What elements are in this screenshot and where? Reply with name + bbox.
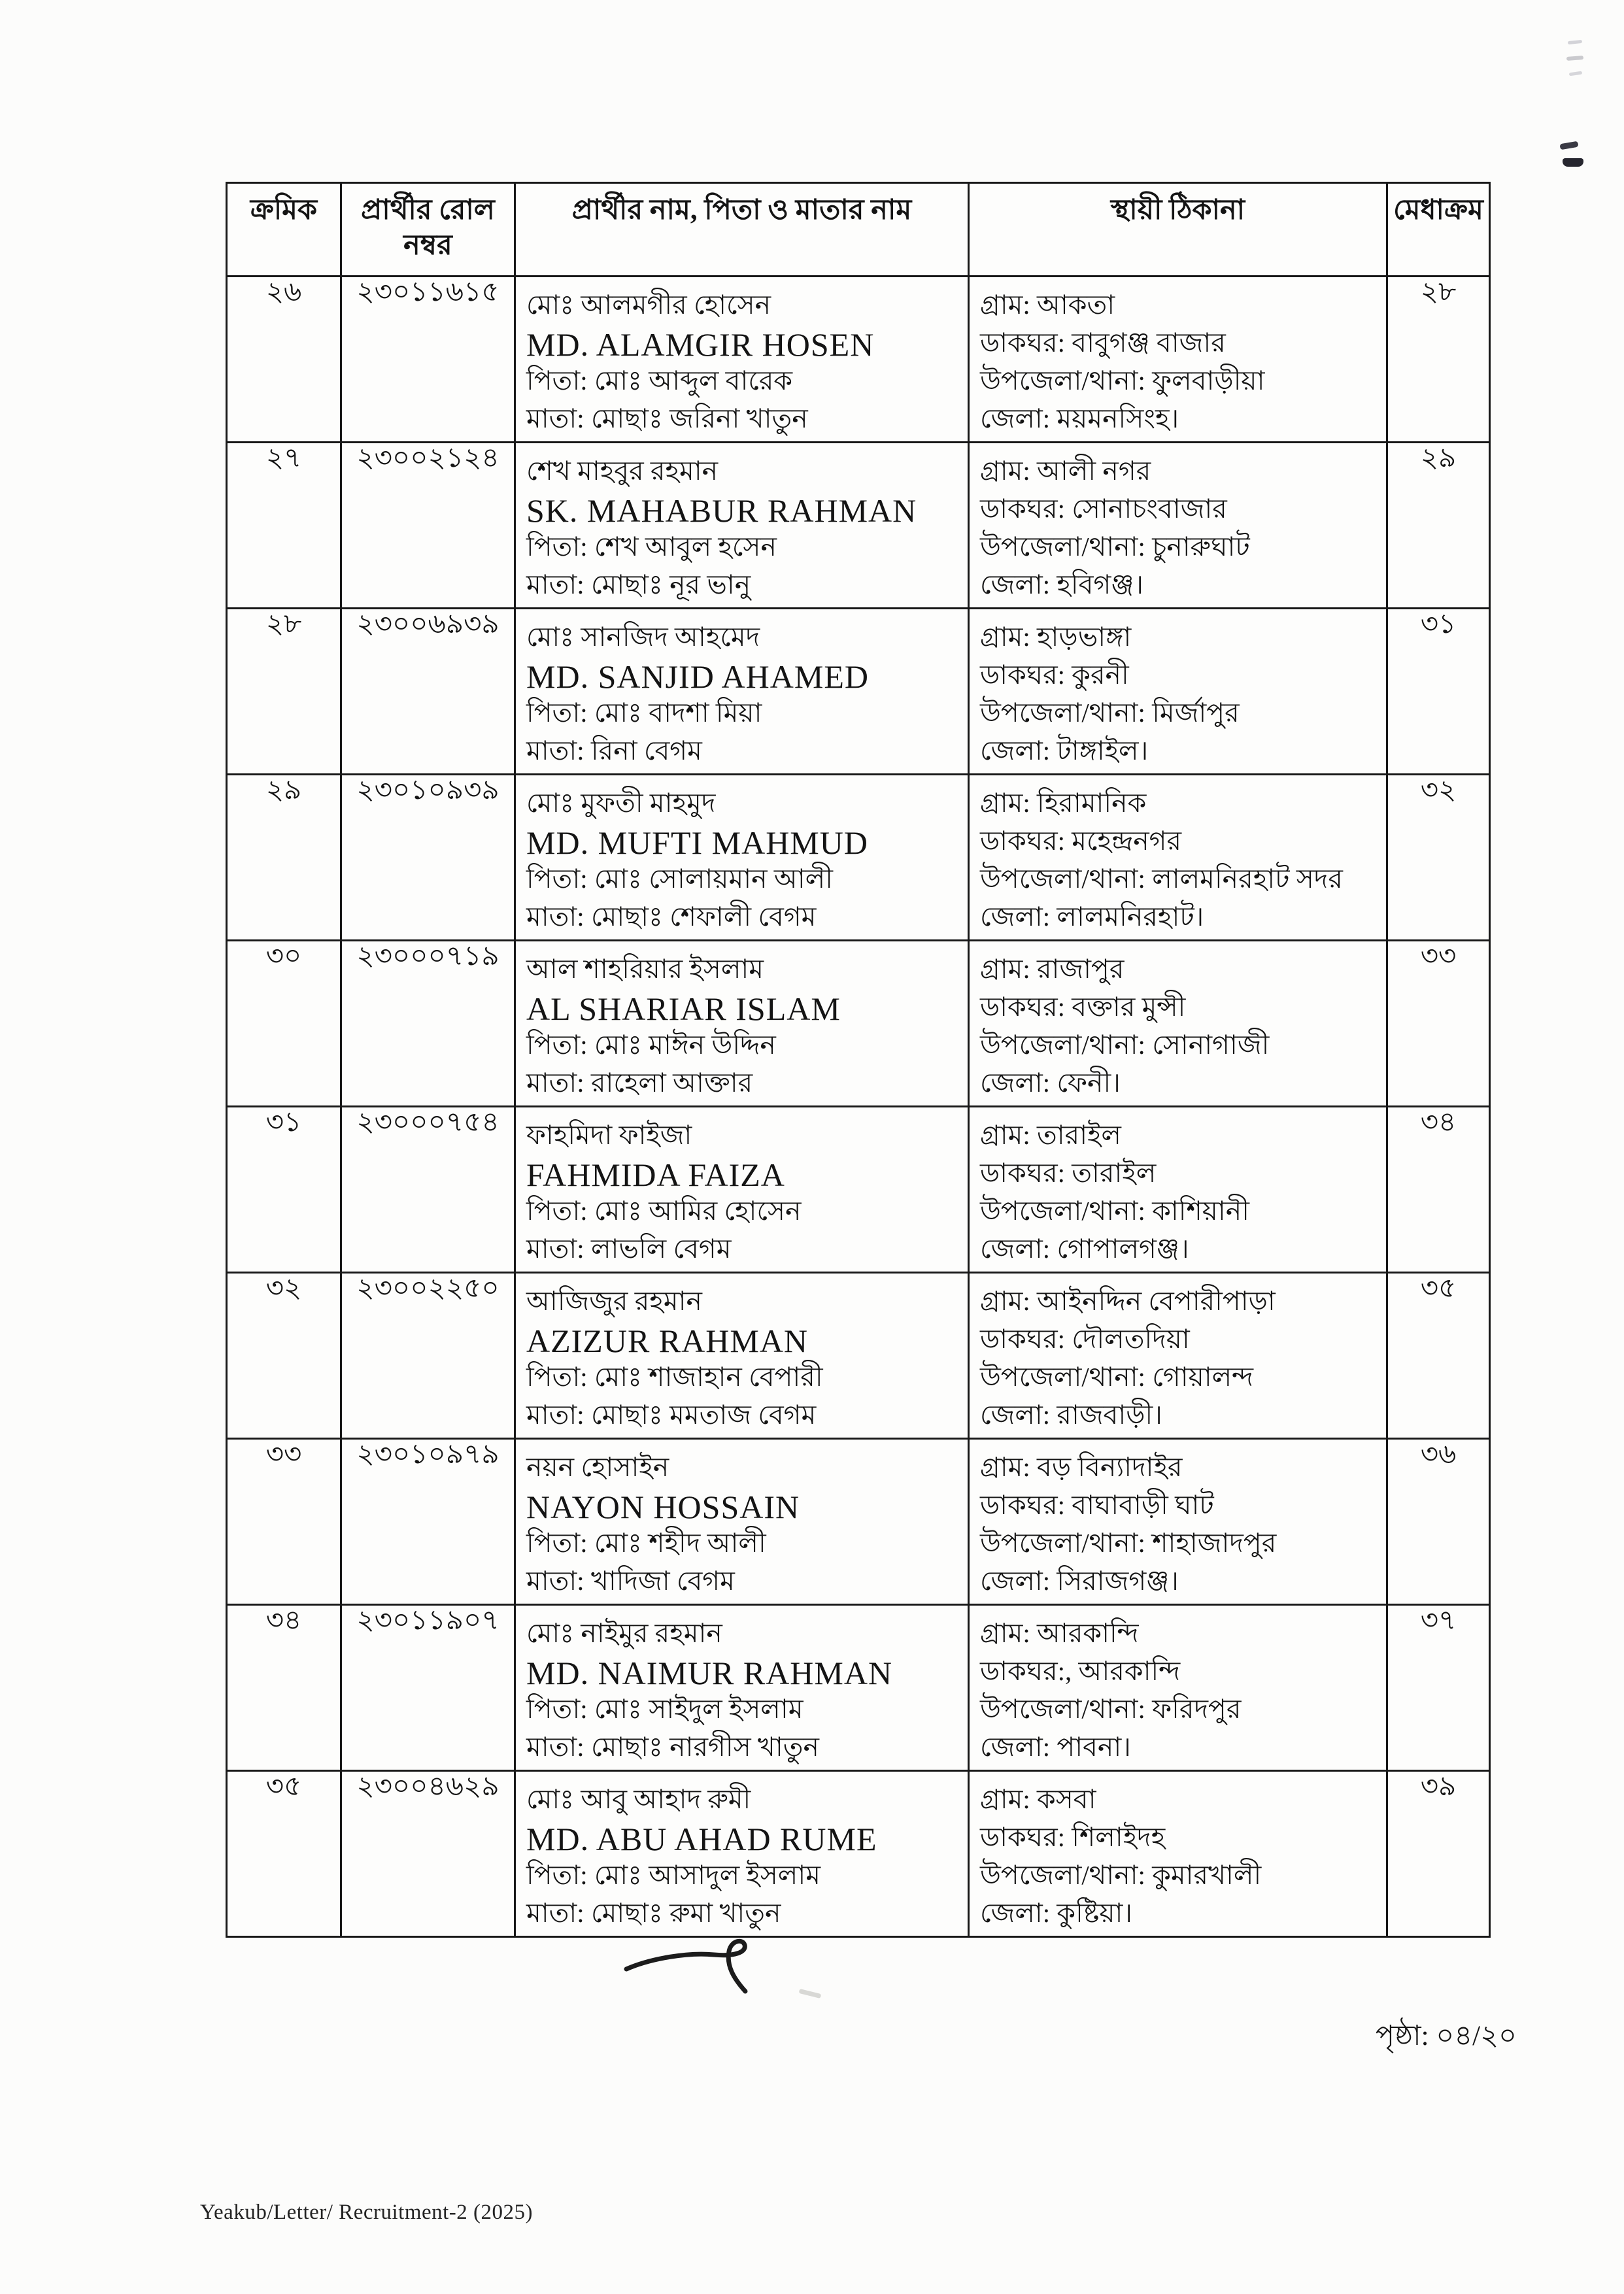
name-line: মাতা: মোছাঃ শেফালী বেগম: [526, 901, 817, 932]
address-line: ডাকঘর:, আরকান্দি: [980, 1655, 1181, 1686]
roll-number-cell: ২৩০০৪৬২৯: [341, 1771, 515, 1937]
name-line: মাতা: মোছাঃ রুমা খাতুন: [526, 1897, 781, 1928]
address-cell: [969, 775, 1387, 941]
name-line: মাতা: মোছাঃ নূর ভানু: [526, 569, 751, 599]
serial-cell: ৩১: [227, 1107, 341, 1273]
address-cell: [969, 1605, 1387, 1771]
address-line: উপজেলা/থানা: ফরিদপুর: [980, 1693, 1242, 1724]
address-line: উপজেলা/থানা: লালমনিরহাট সদর: [980, 863, 1343, 894]
scan-ink-mark: [1563, 158, 1583, 167]
address-line: ডাকঘর: মহেন্দ্রনগর: [980, 825, 1182, 856]
address-cell: [969, 941, 1387, 1107]
page-number: পৃষ্ঠা: ০৪/২০: [1375, 2021, 1517, 2051]
header-cell: ক্রমিক: [227, 183, 341, 277]
scan-smudge: [1569, 71, 1583, 76]
name-line: শেখ মাহবুর রহমান: [526, 455, 719, 486]
name-line: পিতা: মোঃ বাদশা মিয়া: [526, 697, 762, 728]
name-cell: [515, 1771, 969, 1937]
name-line: মোঃ নাইমুর রহমান: [526, 1617, 722, 1648]
address-line: উপজেলা/থানা: কাশিয়ানী: [980, 1195, 1250, 1226]
address-line: গ্রাম: আলী নগর: [980, 455, 1151, 486]
table-row: [227, 609, 1490, 775]
name-line: MD. MUFTI MAHMUD: [526, 824, 868, 861]
serial-cell: ৩২: [227, 1273, 341, 1439]
address-line: জেলা: টাঙ্গাইল।: [980, 735, 1149, 766]
name-line: মোঃ মুফতী মাহমুদ: [526, 787, 716, 818]
address-cell: [969, 277, 1387, 443]
name-line: মোঃ আবু আহাদ রুমী: [526, 1783, 751, 1814]
name-line: MD. ALAMGIR HOSEN: [526, 326, 875, 363]
name-cell: [515, 609, 969, 775]
scan-smudge: [1568, 40, 1582, 44]
roll-number-cell: ২৩০১০৯৭৯: [341, 1439, 515, 1605]
table-row: [227, 1439, 1490, 1605]
serial-cell: ৩৫: [227, 1771, 341, 1937]
name-line: নয়ন হোসাইন: [526, 1451, 669, 1482]
name-line: মাতা: রিনা বেগম: [526, 735, 702, 766]
name-line: পিতা: মোঃ আব্দুল বারেক: [526, 365, 793, 396]
roll-number-cell: ২৩০০০৭৫৪: [341, 1107, 515, 1273]
merit-cell: ৩৭: [1387, 1605, 1490, 1771]
table-row: [227, 1273, 1490, 1439]
table-row: [227, 1605, 1490, 1771]
address-line: জেলা: কুষ্টিয়া।: [980, 1897, 1133, 1928]
handwritten-signature: [622, 1936, 786, 1997]
address-line: ডাকঘর: সোনাচংবাজার: [980, 493, 1227, 524]
name-line: ফাহমিদা ফাইজা: [526, 1119, 692, 1150]
address-line: ডাকঘর: বাঘাবাড়ী ঘাট: [980, 1489, 1214, 1520]
name-line: মাতা: মোছাঃ মমতাজ বেগম: [526, 1399, 817, 1430]
name-line: FAHMIDA FAIZA: [526, 1156, 785, 1193]
name-line: মাতা: খাদিজা বেগম: [526, 1565, 735, 1596]
serial-cell: ২৬: [227, 277, 341, 443]
name-line: আল শাহরিয়ার ইসলাম: [526, 953, 764, 984]
address-line: জেলা: গোপালগঞ্জ।: [980, 1233, 1189, 1264]
address-cell: [969, 1439, 1387, 1605]
name-cell: [515, 1107, 969, 1273]
name-line: NAYON HOSSAIN: [526, 1489, 800, 1525]
address-line: গ্রাম: আরকান্দি: [980, 1617, 1139, 1648]
table-header-row: [227, 183, 1490, 277]
name-line: মোঃ আলমগীর হোসেন: [526, 289, 771, 320]
roll-number-cell: ২৩০০২১২৪: [341, 443, 515, 609]
merit-cell: ৩১: [1387, 609, 1490, 775]
address-line: জেলা: সিরাজগঞ্জ।: [980, 1565, 1179, 1596]
address-line: জেলা: ময়মনসিংহ।: [980, 403, 1179, 433]
merit-cell: ৩৫: [1387, 1273, 1490, 1439]
header-cell: মেধাক্রম: [1387, 183, 1490, 277]
scan-ink-mark: [1559, 141, 1578, 150]
address-line: ডাকঘর: কুরনী: [980, 659, 1129, 690]
name-line: MD. ABU AHAD RUME: [526, 1821, 877, 1857]
name-line: মাতা: মোছাঃ জরিনা খাতুন: [526, 403, 808, 433]
table-row: [227, 277, 1490, 443]
name-line: MD. SANJID AHAMED: [526, 658, 869, 695]
roll-number-cell: ২৩০০০৭১৯: [341, 941, 515, 1107]
serial-cell: ২৭: [227, 443, 341, 609]
scan-smudge: [799, 1989, 822, 1999]
address-line: গ্রাম: হাড়ভাঙ্গা: [980, 621, 1132, 652]
merit-cell: ৩৬: [1387, 1439, 1490, 1605]
address-line: ডাকঘর: তারাইল: [980, 1157, 1157, 1188]
address-cell: [969, 1771, 1387, 1937]
name-cell: [515, 443, 969, 609]
address-line: ডাকঘর: বক্তার মুন্সী: [980, 991, 1186, 1022]
name-line: মাতা: রাহেলা আক্তার: [526, 1067, 753, 1098]
table-row: [227, 443, 1490, 609]
document-reference-footer: Yeakub/Letter/ Recruitment-2 (2025): [200, 2201, 533, 2224]
address-line: গ্রাম: আইনদ্দিন বেপারীপাড়া: [980, 1285, 1276, 1316]
name-line: MD. NAIMUR RAHMAN: [526, 1655, 893, 1691]
merit-cell: ৩২: [1387, 775, 1490, 941]
scan-smudge: [1566, 56, 1583, 61]
serial-cell: ২৯: [227, 775, 341, 941]
roll-number-cell: ২৩০১০৯৩৯: [341, 775, 515, 941]
address-line: উপজেলা/থানা: সোনাগাজী: [980, 1029, 1270, 1060]
name-line: পিতা: মোঃ সাইদুল ইসলাম: [526, 1693, 804, 1724]
address-cell: [969, 1273, 1387, 1439]
address-cell: [969, 443, 1387, 609]
name-cell: [515, 277, 969, 443]
name-line: পিতা: মোঃ সোলায়মান আলী: [526, 863, 833, 894]
address-line: উপজেলা/থানা: গোয়ালন্দ: [980, 1361, 1254, 1392]
merit-cell: ৩৩: [1387, 941, 1490, 1107]
name-cell: [515, 941, 969, 1107]
serial-cell: ৩৩: [227, 1439, 341, 1605]
address-line: গ্রাম: কসবা: [980, 1783, 1096, 1814]
header-cell: স্থায়ী ঠিকানা: [969, 183, 1387, 277]
address-cell: [969, 609, 1387, 775]
name-line: SK. MAHABUR RAHMAN: [526, 492, 917, 529]
address-line: গ্রাম: বড় বিন্যাদাইর: [980, 1451, 1183, 1482]
address-line: উপজেলা/থানা: কুমারখালী: [980, 1859, 1262, 1890]
name-line: পিতা: শেখ আবুল হসেন: [526, 531, 777, 562]
name-line: AL SHARIAR ISLAM: [526, 990, 841, 1027]
name-cell: [515, 775, 969, 941]
name-line: পিতা: মোঃ শহীদ আলী: [526, 1527, 766, 1558]
address-line: জেলা: ফেনী।: [980, 1067, 1121, 1098]
address-line: ডাকঘর: দৌলতদিয়া: [980, 1323, 1190, 1354]
merit-cell: ২৮: [1387, 277, 1490, 443]
name-line: মাতা: মোছাঃ নারগীস খাতুন: [526, 1731, 819, 1762]
header-cell: প্রার্থীর রোল নম্বর: [341, 183, 515, 277]
roll-number-cell: ২৩০১১৯০৭: [341, 1605, 515, 1771]
address-line: জেলা: লালমনিরহাট।: [980, 901, 1204, 932]
name-cell: [515, 1439, 969, 1605]
merit-cell: ২৯: [1387, 443, 1490, 609]
name-line: পিতা: মোঃ আমির হোসেন: [526, 1195, 802, 1226]
roll-number-cell: ২৩০০২২৫০: [341, 1273, 515, 1439]
name-line: আজিজুর রহমান: [526, 1285, 702, 1316]
merit-cell: ৩৯: [1387, 1771, 1490, 1937]
address-line: উপজেলা/থানা: মির্জাপুর: [980, 697, 1240, 728]
address-line: গ্রাম: আকতা: [980, 289, 1115, 320]
name-line: পিতা: মোঃ আসাদুল ইসলাম: [526, 1859, 821, 1890]
name-line: মোঃ সানজিদ আহমেদ: [526, 621, 760, 652]
name-line: মাতা: লাভলি বেগম: [526, 1233, 732, 1264]
name-cell: [515, 1273, 969, 1439]
roll-number-cell: ২৩০০৬৯৩৯: [341, 609, 515, 775]
name-line: AZIZUR RAHMAN: [526, 1323, 809, 1359]
serial-cell: ৩০: [227, 941, 341, 1107]
merit-cell: ৩৪: [1387, 1107, 1490, 1273]
address-line: গ্রাম: হিরামানিক: [980, 787, 1147, 818]
address-line: গ্রাম: রাজাপুর: [980, 953, 1125, 984]
name-line: পিতা: মোঃ শাজাহান বেপারী: [526, 1361, 823, 1392]
address-line: জেলা: পাবনা।: [980, 1731, 1131, 1762]
address-line: উপজেলা/থানা: ফুলবাড়ীয়া: [980, 365, 1265, 396]
address-line: ডাকঘর: বাবুগঞ্জ বাজার: [980, 327, 1226, 358]
serial-cell: ৩৪: [227, 1605, 341, 1771]
address-line: উপজেলা/থানা: চুনারুঘাট: [980, 531, 1250, 562]
name-line: পিতা: মোঃ মাঈন উদ্দিন: [526, 1029, 776, 1060]
candidate-roster-table: [226, 182, 1491, 1938]
address-line: গ্রাম: তারাইল: [980, 1119, 1121, 1150]
table-row: [227, 941, 1490, 1107]
roll-number-cell: ২৩০১১৬১৫: [341, 277, 515, 443]
table-row: [227, 775, 1490, 941]
table-row: [227, 1771, 1490, 1937]
address-cell: [969, 1107, 1387, 1273]
name-cell: [515, 1605, 969, 1771]
table-row: [227, 1107, 1490, 1273]
address-line: জেলা: রাজবাড়ী।: [980, 1399, 1162, 1430]
address-line: জেলা: হবিগঞ্জ।: [980, 569, 1144, 599]
address-line: ডাকঘর: শিলাইদহ: [980, 1821, 1166, 1852]
serial-cell: ২৮: [227, 609, 341, 775]
header-cell: প্রার্থীর নাম, পিতা ও মাতার নাম: [515, 183, 969, 277]
address-line: উপজেলা/থানা: শাহাজাদপুর: [980, 1527, 1277, 1558]
